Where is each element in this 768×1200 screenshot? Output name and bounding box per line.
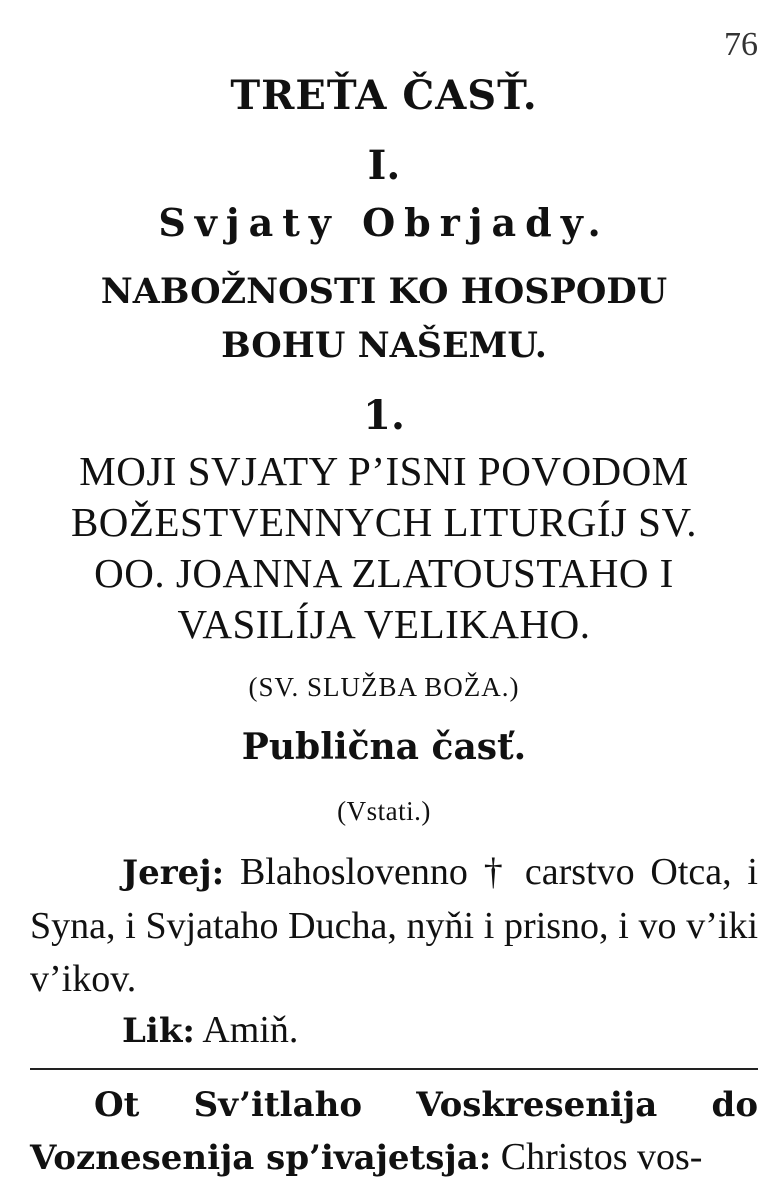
- chapter-title-line-1: MOJI SVJATY P’ISNI POVODOM: [79, 448, 689, 494]
- devotions-heading: [0, 265, 768, 373]
- choir-paragraph: [30, 1004, 768, 1058]
- priest-paragraph: [30, 846, 758, 1006]
- seasonal-note: [30, 1078, 758, 1184]
- choir-text: Amiň.: [202, 1009, 299, 1051]
- priest-label: Jerej:: [122, 853, 225, 893]
- chapter-title-line-3: OO. JOANNA ZLATOUSTAHO I: [94, 550, 674, 596]
- page-number: 76: [724, 26, 758, 63]
- priest-text: Blahoslovenno † carstvo Otca, i Syna, i Svjataho Ducha, nyňi i prisno, i vo v’iki v’ikov.: [30, 851, 758, 1000]
- rites-heading: Svjaty Obrjady.: [158, 200, 610, 245]
- part-heading: TREŤA ČASŤ.: [230, 72, 538, 119]
- chapter-subtitle: (SV. SLUŽBA BOŽA.): [248, 672, 520, 702]
- chapter-title: [0, 446, 768, 650]
- chapter-title-line-4: VASILÍJA VELIKAHO.: [177, 601, 591, 647]
- rubric-instruction: (Vstati.): [337, 796, 431, 826]
- section-divider: [30, 1068, 758, 1070]
- devotions-heading-line-1: NABOŽNOSTI KO HOSPODU: [100, 271, 668, 312]
- seasonal-note-text: Christos vos-: [500, 1136, 703, 1178]
- chapter-title-line-2: BOŽESTVENNYCH LITURGÍJ SV.: [70, 499, 698, 545]
- section-heading: Publična časť.: [241, 726, 527, 768]
- devotions-heading-line-2: BOHU NAŠEMU.: [221, 325, 547, 366]
- section-number: 1.: [363, 392, 405, 439]
- seasonal-note-bold: Ot Sv’itlaho Voskresenija do Voznesenija sp’ivajetsja:: [30, 1085, 758, 1178]
- roman-numeral-heading: I.: [367, 142, 401, 189]
- choir-label: Lik:: [122, 1011, 195, 1051]
